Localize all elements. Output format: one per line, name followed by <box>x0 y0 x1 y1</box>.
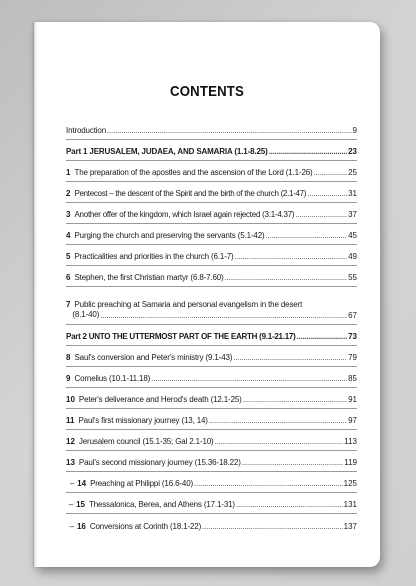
toc-chapter-3 <box>66 203 357 224</box>
toc-entry-label: Another offer of the kingdom, which Israel again rejected (3.1-4.37) <box>74 210 295 219</box>
toc-entry-label: Cornelius (10.1-11.18) <box>74 374 151 383</box>
toc-entry-page: 49 <box>348 252 357 261</box>
page-title: CONTENTS <box>169 83 245 100</box>
toc-chapter-1 <box>66 161 357 182</box>
dot-leader <box>243 395 347 404</box>
toc-entry-line1 <box>66 300 357 310</box>
chapter-number: 13 <box>66 458 75 467</box>
toc-entry-label: Thessalonica, Berea, and Athens (17.1-31) <box>88 500 235 509</box>
toc-chapter-8 <box>66 346 357 367</box>
toc-entry-page: 23 <box>348 147 357 156</box>
toc-entry-label: Paul's first missionary journey (13, 14) <box>78 416 208 425</box>
dot-leader <box>215 437 344 446</box>
toc-entry-introduction <box>66 119 357 140</box>
dot-leader <box>100 311 347 320</box>
table-of-contents <box>66 119 357 535</box>
toc-entry-page: 97 <box>348 416 357 425</box>
chapter-number: 1 <box>66 168 71 177</box>
toc-entry-label: Paul's second missionary journey (15.36-18.22) <box>78 458 241 467</box>
chapter-number: 8 <box>66 353 71 362</box>
toc-chapter-5 <box>66 245 357 266</box>
toc-entry-page: 55 <box>348 273 357 282</box>
dot-leader <box>235 252 348 261</box>
toc-entry-label: Purging the church and preserving the servants (5.1-42) <box>74 231 265 240</box>
toc-entry-page: 131 <box>343 500 357 509</box>
sub-entry-dash: – <box>69 479 75 488</box>
toc-chapter-4 <box>66 224 357 245</box>
toc-part-label: Part 1 JERUSALEM, JUDAEA, AND SAMARIA (1.1-8.25) <box>66 147 268 156</box>
page-spine-edge <box>34 22 37 567</box>
chapter-number: 3 <box>66 210 71 219</box>
dot-leader <box>307 189 347 198</box>
toc-entry-label: Preaching at Philippi (16.6-40) <box>90 479 194 488</box>
toc-entry-label: Public preaching at Samaria and personal evangelism in the desert <box>74 300 303 309</box>
chapter-number: 2 <box>66 189 71 198</box>
chapter-number: 14 <box>77 479 87 488</box>
toc-chapter-16 <box>66 514 357 535</box>
dot-leader <box>202 522 343 531</box>
toc-chapter-9 <box>66 367 357 388</box>
toc-entry-label-cont: (8.1-40) <box>72 310 100 319</box>
chapter-number: 6 <box>66 273 71 282</box>
dot-leader <box>242 458 344 467</box>
chapter-number: 5 <box>66 252 71 261</box>
toc-entry-label: Jerusalem council (15.1-35; Gal 2.1-10) <box>78 437 214 446</box>
dot-leader <box>194 479 343 488</box>
toc-entry-wrap <box>66 300 357 320</box>
toc-chapter-11 <box>66 409 357 430</box>
toc-chapter-14 <box>66 472 357 493</box>
toc-part-2 <box>66 325 357 346</box>
toc-entry-label: Practicalities and priorities in the church (6.1-7) <box>74 252 234 261</box>
chapter-number: 15 <box>76 500 85 509</box>
dot-leader <box>295 210 347 219</box>
toc-entry-label: Conversions at Corinth (18.1-22) <box>89 522 202 531</box>
toc-chapter-7 <box>66 287 357 325</box>
toc-part-label: Part 2 UNTO THE UTTERMOST PART OF THE EARTH (9.1-21.17) <box>66 332 296 341</box>
chapter-number: 12 <box>66 437 75 446</box>
toc-chapter-12 <box>66 430 357 451</box>
toc-entry-page: 73 <box>348 332 357 341</box>
toc-entry-page: 137 <box>343 522 357 531</box>
sub-entry-dash: – <box>68 500 74 509</box>
toc-entry-page: 91 <box>348 395 357 404</box>
dot-leader <box>233 353 347 362</box>
toc-entry-page: 67 <box>348 311 357 320</box>
toc-entry-page: 37 <box>348 210 357 219</box>
toc-chapter-2 <box>66 182 357 203</box>
dot-leader <box>266 231 348 240</box>
toc-entry-label: Peter's deliverance and Herod's death (12.1-25) <box>78 395 242 404</box>
toc-entry-page: 119 <box>344 458 357 467</box>
toc-chapter-13 <box>66 451 357 472</box>
toc-entry-label: Pentecost – the descent of the Spirit and the birth of the church (2.1-47) <box>74 189 307 198</box>
toc-chapter-6 <box>66 266 357 287</box>
dot-leader <box>236 500 343 509</box>
chapter-number: 10 <box>66 395 75 404</box>
toc-entry-page: 9 <box>352 126 357 135</box>
toc-entry-page: 25 <box>348 168 357 177</box>
toc-entry-page: 45 <box>348 231 357 240</box>
dot-leader <box>209 416 347 425</box>
toc-entry-page: 85 <box>348 374 357 383</box>
dot-leader <box>297 332 348 341</box>
toc-entry-page: 31 <box>348 189 357 198</box>
toc-entry-label: Saul's conversion and Peter's ministry (9.1-43) <box>74 353 233 362</box>
chapter-number: 16 <box>76 522 86 531</box>
toc-chapter-10 <box>66 388 357 409</box>
dot-leader <box>107 126 352 135</box>
toc-chapter-15 <box>66 493 357 514</box>
chapter-number: 11 <box>66 416 75 425</box>
toc-entry-page: 79 <box>348 353 357 362</box>
dot-leader <box>269 147 348 156</box>
dot-leader <box>314 168 348 177</box>
chapter-number: 4 <box>66 231 71 240</box>
toc-entry-page: 113 <box>344 437 357 446</box>
dot-leader <box>225 273 347 282</box>
toc-entry-label: The preparation of the apostles and the ascension of the Lord (1.1-26) <box>74 168 313 177</box>
toc-entry-page: 125 <box>343 479 357 488</box>
sub-entry-dash: – <box>69 522 74 531</box>
toc-entry-label: Stephen, the first Christian martyr (6.8-7.60) <box>74 273 224 282</box>
chapter-number: 9 <box>66 374 71 383</box>
toc-part-1 <box>66 140 357 161</box>
toc-entry-line2 <box>66 310 357 320</box>
chapter-number: 7 <box>66 300 71 309</box>
toc-entry-label: Introduction <box>66 126 107 135</box>
dot-leader <box>151 374 347 383</box>
